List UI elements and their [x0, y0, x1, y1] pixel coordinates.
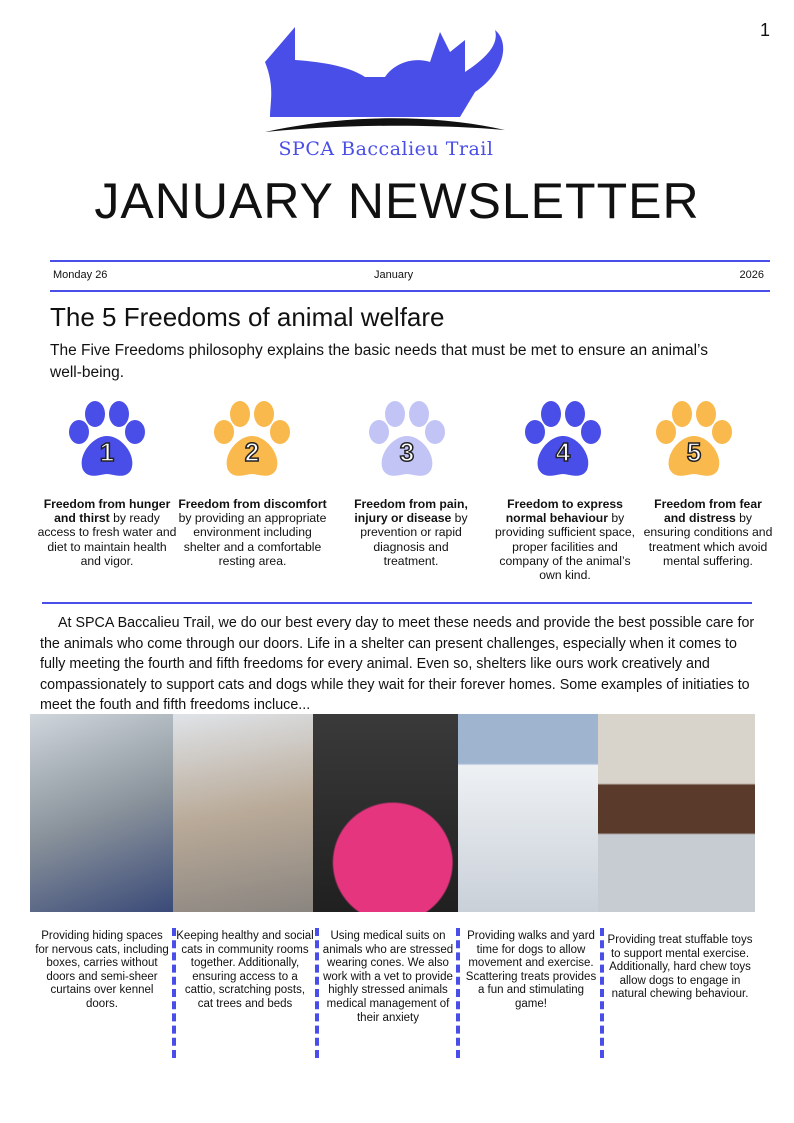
body-paragraph — [40, 613, 760, 716]
photo-dog-chew-toy — [598, 714, 755, 912]
photo-caption: Providing hiding spaces for nervous cats, including boxes, carries without doors and semi-sheer curtains over kennel doors. — [35, 930, 169, 1010]
freedom-detail: by ready access to fresh water and diet to maintain health and vigor. — [37, 511, 177, 568]
divider — [42, 602, 752, 604]
paw-icon-2 — [212, 400, 292, 480]
photo-dog-in-snow — [458, 714, 598, 912]
freedom-detail: by providing sufficient space, proper facilities and company of the animal’s own kind. — [495, 511, 636, 583]
photo-cat-in-carrier — [30, 714, 173, 912]
freedom-title: Freedom from pain, injury or disease — [354, 497, 468, 526]
paw-icon-5 — [654, 400, 734, 480]
intro-text: The Five Freedoms philosophy explains the basic needs that must be met to ensure an animal’s well-being. — [50, 342, 708, 381]
section-heading: The 5 Freedoms of animal welfare — [50, 302, 445, 332]
freedom-description — [348, 497, 474, 568]
photo-caption: Providing walks and yard time for dogs to allow movement and exercise. Scattering treats provides a fun and stimulating game! — [465, 930, 597, 1010]
dashed-divider — [456, 928, 460, 1058]
freedom-number: 5 — [686, 437, 702, 467]
freedom-description — [642, 497, 774, 568]
freedom-title: Freedom from hunger and thirst — [43, 497, 171, 526]
date-year: 2026 — [739, 269, 764, 281]
freedom-description — [36, 497, 178, 568]
freedom-number: 3 — [399, 437, 415, 467]
photo-caption: Providing treat stuffable toys to support mental exercise. Additionally, hard chew toys allow dogs to engage in natural chewing behaviour. — [607, 934, 753, 1001]
divider — [50, 260, 770, 262]
logo-text: SPCA Baccalieu Trail — [278, 138, 494, 160]
freedom-detail: by ensuring conditions and treatment which avoid mental suffering. — [643, 511, 773, 568]
newsletter-title: JANUARY NEWSLETTER — [94, 173, 700, 229]
paw-icon-3 — [367, 400, 447, 480]
paw-icon-4 — [523, 400, 603, 480]
photo-caption: Keeping healthy and social cats in community rooms together. Additionally, ensuring access to a cattio, scratching posts, cat trees and beds — [176, 930, 314, 1010]
freedom-detail: by prevention or rapid diagnosis and treatment. — [360, 511, 468, 568]
freedom-description — [495, 497, 635, 582]
dashed-divider — [600, 928, 604, 1058]
dashed-divider — [172, 928, 176, 1058]
freedom-description — [175, 497, 330, 568]
freedom-title: Freedom to express normal behaviour — [505, 497, 623, 526]
freedom-number: 4 — [555, 437, 571, 467]
paw-icon-1 — [67, 400, 147, 480]
freedom-number: 1 — [99, 437, 115, 467]
date-month: January — [374, 269, 414, 281]
divider — [50, 290, 770, 292]
page-number: 1 — [759, 20, 770, 40]
photo-cat-on-tree — [173, 714, 313, 912]
photo-cat-medical-suit — [313, 714, 458, 912]
freedom-title: Freedom from discomfort — [178, 497, 327, 511]
freedom-title: Freedom from fear and distress — [654, 497, 762, 526]
dashed-divider — [315, 928, 319, 1058]
date-day: Monday 26 — [53, 269, 108, 281]
freedom-number: 2 — [244, 437, 260, 467]
body-paragraph-text: At SPCA Baccalieu Trail, we do our best every day to meet these needs and provide the best possible care for the animals who come through our doors. Life in a shelter can present challenges, especially when it comes to fully meeting the fourth and fifth freedoms for every animal. Even so, shelters like ours work creatively and compassionately to support cats and dogs while they wait for their forever homes. Some examples of initiaties to meet the fouth and fifth freedoms incluce... — [40, 615, 755, 713]
photo-caption: Using medical suits on animals who are stressed wearing cones. We also work with a vet to provide highly stressed animals medical management of their anxiety — [322, 930, 454, 1024]
freedom-detail: by providing an appropriate environment including shelter and a comfortable resting area. — [178, 511, 327, 568]
